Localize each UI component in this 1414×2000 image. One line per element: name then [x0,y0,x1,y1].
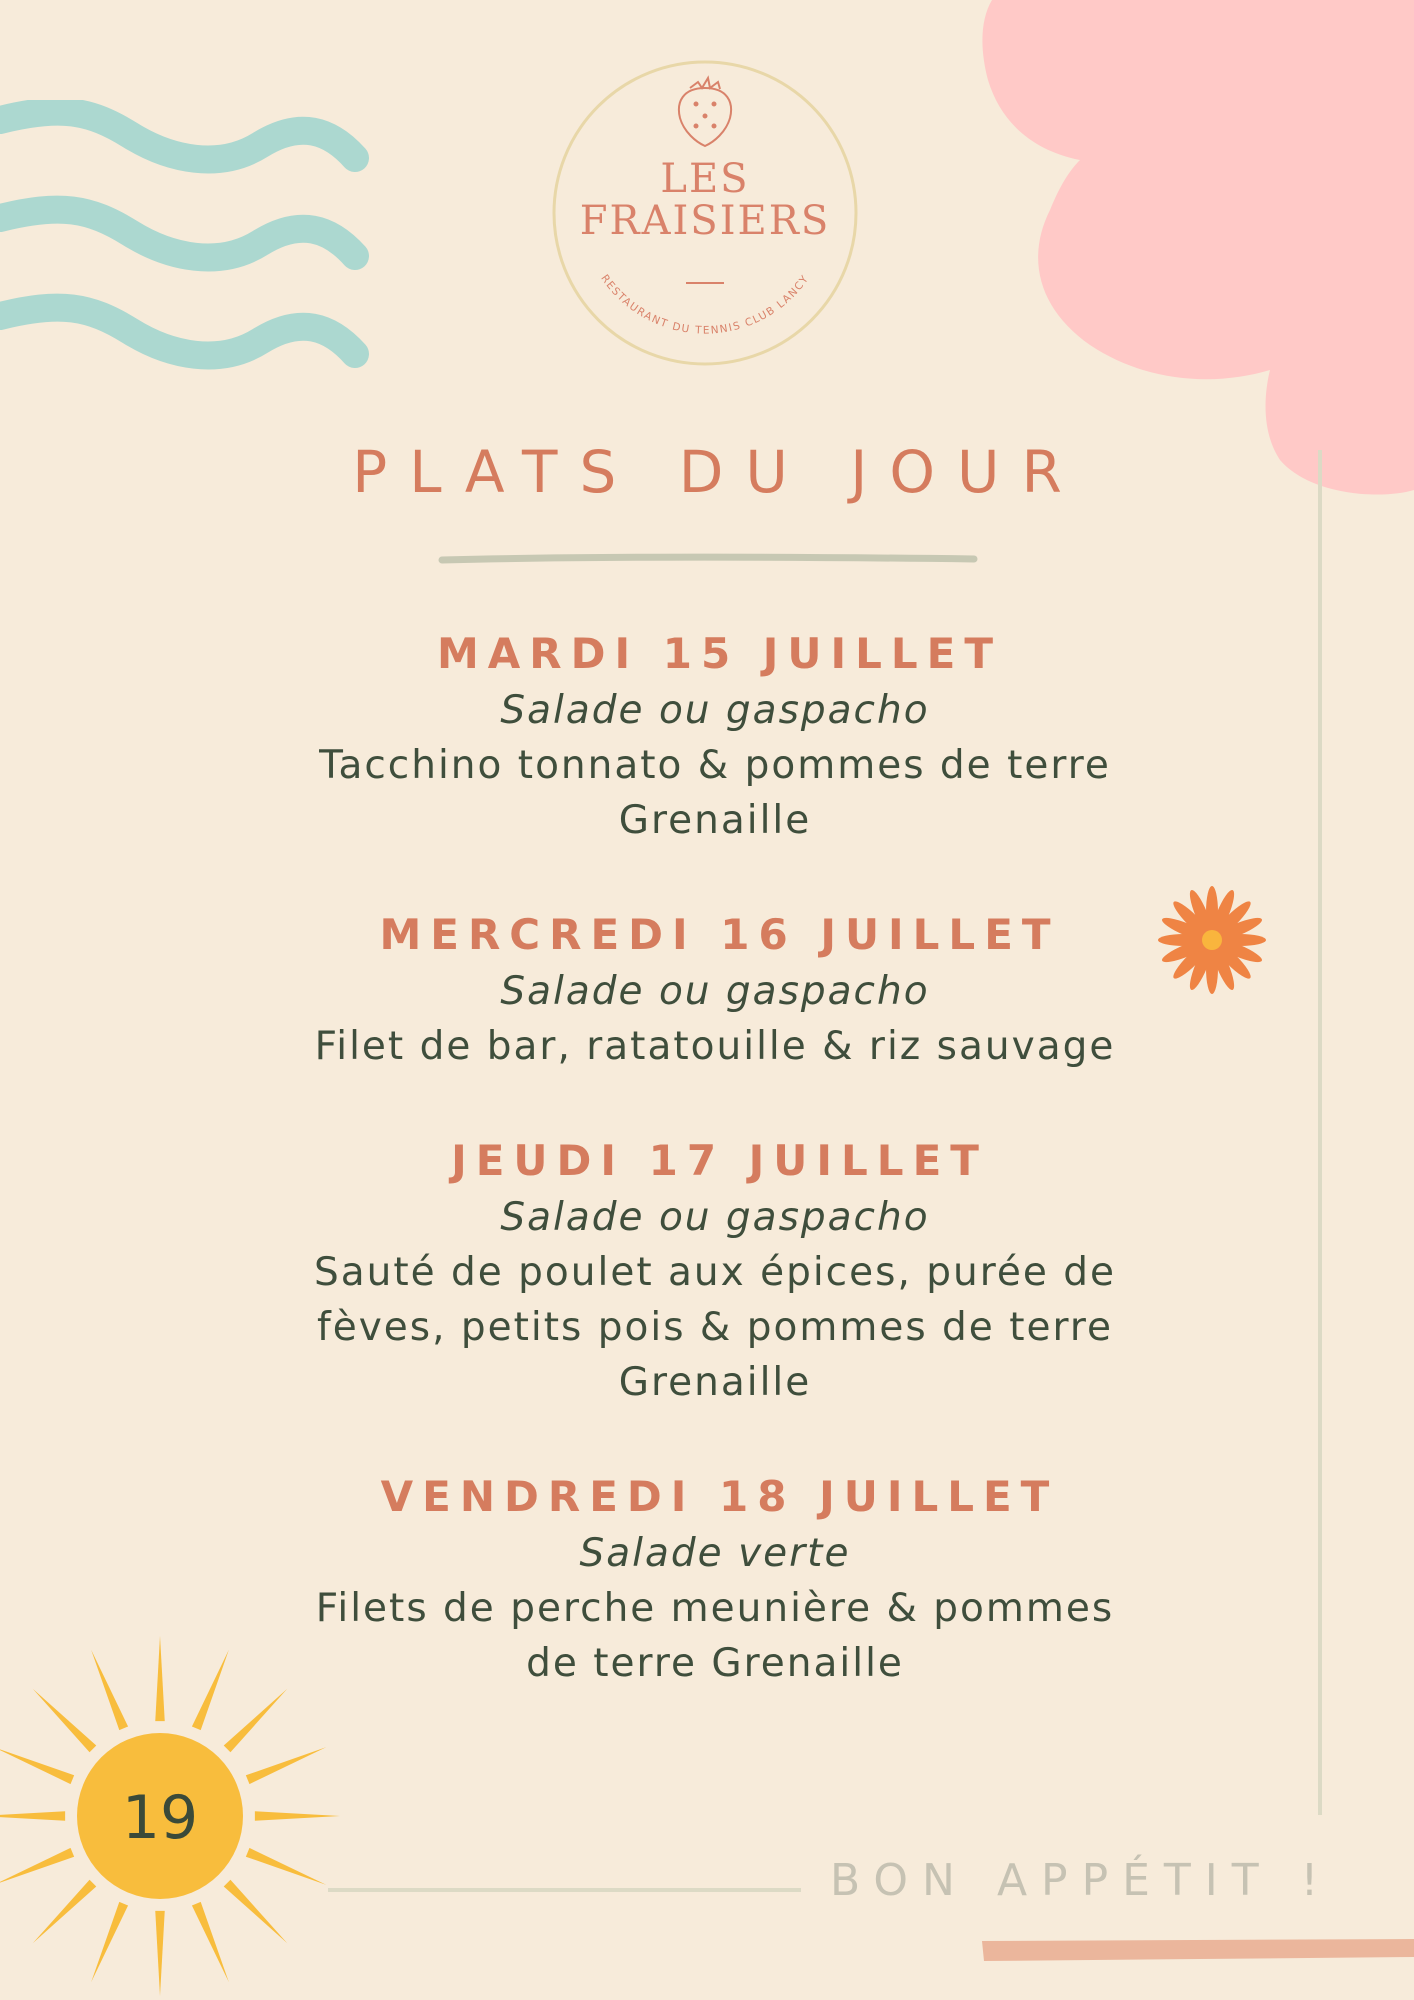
sun-ray [155,1636,164,1721]
plat-line: Filets de perche meunière & pommes [315,1586,1115,1631]
logo-line-les: LES [660,156,750,202]
footer-divider [328,1888,801,1892]
sun-ray [192,1650,229,1730]
page-title: PLATS DU JOUR [352,438,1084,506]
entree-text: Salade ou gaspacho [500,688,930,733]
sun-ray [33,1689,97,1753]
sun-ray [246,1747,326,1784]
logo-line-fraisiers: FRAISIERS [579,198,831,244]
daisy-icon [1150,878,1274,1002]
plat-line: Grenaille [618,1360,812,1405]
logo-ring-text: RESTAURANT DU TENNIS CLUB LANCY [598,272,812,337]
title-underline [438,552,978,568]
vertical-divider [1318,450,1322,1815]
footer-text: BON APPÉTIT ! [830,1855,1333,1906]
brush-stroke-decoration [980,1935,1414,1965]
sun-ray [224,1689,288,1753]
sun-ray [0,1811,65,1820]
sun-ray [0,1747,74,1784]
day-heading: VENDREDI 18 JUILLET [380,1472,1059,1521]
plat-line: Tacchino tonnato & pommes de terre [319,743,1111,788]
menu-day [230,1468,1200,1691]
sun-ray [0,1848,74,1885]
pink-flower-decoration [980,0,1414,500]
sun-number: 19 [121,1783,199,1853]
menu-day [230,625,1200,848]
entree-text: Salade ou gaspacho [500,1195,930,1240]
strawberry-icon [679,78,731,146]
menu-day [230,1132,1200,1410]
day-heading: JEUDI 17 JUILLET [451,1136,988,1185]
entree-text: Salade verte [579,1531,851,1576]
restaurant-logo [550,58,860,368]
menu-list [230,625,1200,1749]
sun-ray [255,1811,340,1820]
sun-ray [91,1902,128,1982]
day-heading: MERCREDI 16 JUILLET [379,910,1060,959]
menu-day [230,906,1200,1074]
plat-line: Grenaille [618,798,812,843]
plat-line: de terre Grenaille [526,1641,904,1686]
sun-ray [192,1902,229,1982]
sun-ray [155,1911,164,1996]
plat-line: Filet de bar, ratatouille & riz sauvage [314,1024,1116,1069]
sun-ray [224,1880,288,1944]
sun-ray [246,1848,326,1885]
entree-text: Salade ou gaspacho [500,969,930,1014]
plat-line: fèves, petits pois & pommes de terre [316,1305,1114,1350]
waves-decoration [0,100,370,390]
sun-ray [91,1650,128,1730]
plat-line: Sauté de poulet aux épices, purée de [313,1250,1117,1295]
sun-ray [33,1880,97,1944]
day-heading: MARDI 15 JUILLET [436,629,1003,678]
